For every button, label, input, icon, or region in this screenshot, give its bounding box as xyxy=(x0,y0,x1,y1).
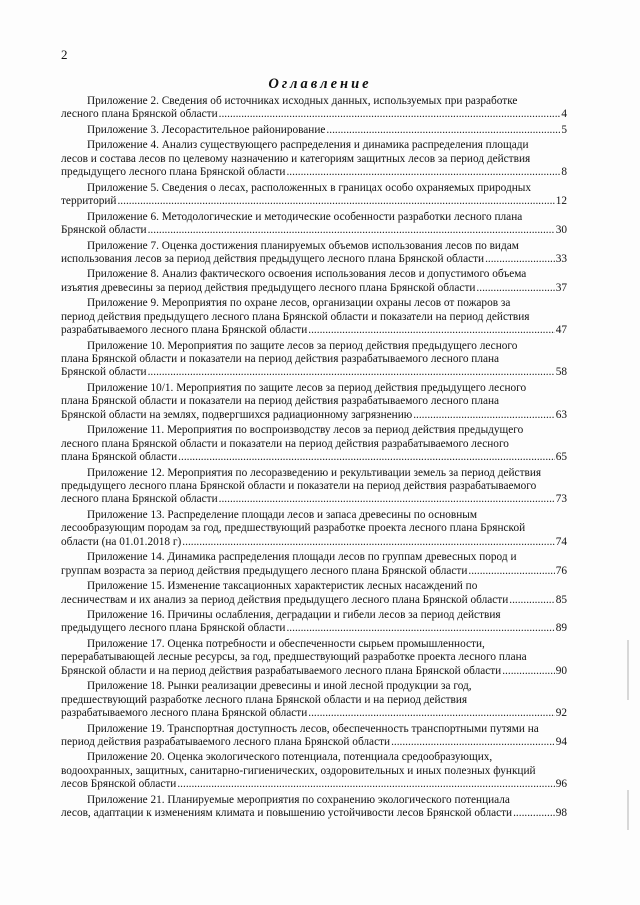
toc-entry[interactable] xyxy=(61,124,567,137)
scan-artifact xyxy=(627,640,629,700)
dot-leader xyxy=(509,594,554,607)
toc-entry-text: лесов и состава лесов по целевому назначению и категориям защитных лесов за период действия xyxy=(61,152,531,165)
toc-title: Оглавление xyxy=(268,76,372,92)
dot-leader xyxy=(117,195,554,208)
dot-leader xyxy=(502,665,554,678)
toc-page-number: 73 xyxy=(555,493,567,506)
toc-entry-text: Приложение 11. Мероприятия по воспроизводству лесов за период действия предыдущего xyxy=(87,424,524,437)
toc-entry-text: плана Брянской области xyxy=(61,451,178,464)
toc-entry[interactable] xyxy=(61,424,567,464)
toc-entry-text: Приложение 10/1. Мероприятия по защите лесов за период действия предыдущего лесного xyxy=(87,381,527,394)
toc-entry-text: предыдущего лесного плана Брянской области xyxy=(61,622,286,635)
toc-page-number: 98 xyxy=(555,807,567,820)
toc-entry-text: Приложение 9. Мероприятия по охране лесов, организации охраны лесов от пожаров за xyxy=(87,297,511,310)
toc-page-number: 37 xyxy=(555,281,567,294)
toc-entry-text: Приложение 5. Сведения о лесах, расположенных в границах особо охраняемых природных xyxy=(87,181,531,194)
toc-entry-text: Приложение 8. Анализ фактического освоения использования лесов и допустимого объема xyxy=(87,268,527,281)
dot-leader xyxy=(308,707,554,720)
toc-page-number: 30 xyxy=(555,224,567,237)
toc-entry-text: Приложение 4. Анализ существующего распределения и динамика распределения площади xyxy=(87,139,529,152)
dot-leader xyxy=(308,324,554,337)
toc-entry-text: Приложение 13. Распределение площади лесов и запаса древесины по основным xyxy=(87,508,478,521)
toc-entry-text: Приложение 21. Планируемые мероприятия по сохранению экологического потенциала xyxy=(87,793,510,806)
toc-entry-text: изъятия древесины за период действия предыдущего лесного плана Брянской области xyxy=(61,281,476,294)
dot-leader xyxy=(148,366,555,379)
toc-entry-text: лесообразующим породам за год, предшествующий разработке проекта лесного плана Брянской xyxy=(61,522,526,535)
toc-entry-text: период действия предыдущего лесного плана Брянской области и показатели на период действия xyxy=(61,310,530,323)
toc-entry-text: Приложение 14. Динамика распределения площади лесов по группам древесных пород и xyxy=(87,551,517,564)
toc-page-number: 85 xyxy=(555,593,567,606)
toc-entry[interactable] xyxy=(61,382,567,422)
toc-entry[interactable] xyxy=(61,580,567,607)
toc-entry[interactable] xyxy=(61,268,567,295)
dot-leader xyxy=(182,536,554,549)
toc-entry-text: Приложение 19. Транспортная доступность лесов, обеспеченность транспортными путями на xyxy=(87,722,539,735)
toc-page-number: 8 xyxy=(561,166,567,179)
toc-entry-text: предшествующий разработке лесного плана Брянской области и на период действия xyxy=(61,693,468,706)
dot-leader xyxy=(468,565,554,578)
dot-leader xyxy=(286,166,560,179)
toc-entry-text: Брянской области на землях, подвергшихся радиационному загрязнению xyxy=(61,408,413,421)
table-of-contents xyxy=(61,95,567,823)
toc-entry[interactable] xyxy=(61,182,567,209)
toc-entry-text: водоохранных, защитных, санитарно-гигиенических, оздоровительных и иных полезных функций xyxy=(61,764,536,777)
toc-entry[interactable] xyxy=(61,95,567,122)
toc-entry-text: области (на 01.01.2018 г) xyxy=(61,535,182,548)
toc-page-number: 94 xyxy=(555,735,567,748)
toc-entry-text: перерабатывающей лесные ресурсы, за год, предшествующий разработке проекта лесного плана xyxy=(61,651,527,664)
toc-entry[interactable] xyxy=(61,340,567,380)
page-number: 2 xyxy=(61,47,68,62)
toc-entry-text: Приложение 2. Сведения об источниках исходных данных, используемых при разработке xyxy=(87,95,518,107)
toc-entry-text: плана Брянской области и показатели на период действия разрабатываемого лесного плана xyxy=(61,395,500,408)
toc-page-number: 12 xyxy=(555,195,567,208)
dot-leader xyxy=(413,409,555,422)
scan-artifact xyxy=(627,790,629,830)
toc-page-number: 58 xyxy=(555,366,567,379)
dot-leader xyxy=(219,493,555,506)
toc-page-number: 74 xyxy=(555,535,567,548)
toc-entry-text: территорий xyxy=(61,195,117,208)
toc-entry[interactable] xyxy=(61,680,567,720)
toc-entry-text: лесного плана Брянской области xyxy=(61,493,218,506)
dot-leader xyxy=(148,224,555,237)
toc-entry-text: лесов Брянской области xyxy=(61,778,177,791)
toc-page-number: 63 xyxy=(555,408,567,421)
toc-page-number: 33 xyxy=(555,252,567,265)
toc-entry-text: Приложение 12. Мероприятия по лесоразведению и рекультивации земель за период действия xyxy=(87,466,542,479)
dot-leader xyxy=(476,282,554,295)
toc-page-number: 4 xyxy=(561,108,567,121)
toc-entry[interactable] xyxy=(61,794,567,821)
dot-leader xyxy=(178,451,555,464)
toc-page-number: 47 xyxy=(555,324,567,337)
toc-entry[interactable] xyxy=(61,551,567,578)
toc-entry-text: предыдущего лесного плана Брянской области xyxy=(61,166,286,179)
toc-entry-text: лесного плана Брянской области xyxy=(61,108,218,121)
toc-entry-text: использования лесов за период действия предыдущего лесного плана Брянской области xyxy=(61,252,485,265)
toc-entry-text: Брянской области xyxy=(61,224,147,237)
toc-entry[interactable] xyxy=(61,211,567,238)
toc-entry-text: предыдущего лесного плана Брянской области и показатели на период действия разрабатываемого xyxy=(61,480,537,492)
toc-entry[interactable] xyxy=(61,751,567,791)
dot-leader xyxy=(177,778,554,791)
toc-page-number: 89 xyxy=(555,622,567,635)
dot-leader xyxy=(286,622,554,635)
toc-entry[interactable] xyxy=(61,240,567,267)
toc-entry-text: Брянской области и на период действия разрабатываемого лесного плана Брянской области xyxy=(61,664,502,677)
toc-page-number: 65 xyxy=(555,451,567,464)
toc-entry-text: Приложение 18. Рынки реализации древесины и иной лесной продукции за год, xyxy=(87,680,472,693)
toc-entry-text: группам возраста за период действия предыдущего лесного плана Брянской области xyxy=(61,564,468,577)
toc-entry[interactable] xyxy=(61,509,567,549)
toc-entry[interactable] xyxy=(61,638,567,678)
toc-entry-text: Приложение 10. Мероприятия по защите лесов за период действия предыдущего лесного xyxy=(87,339,518,352)
toc-entry[interactable] xyxy=(61,723,567,750)
toc-entry-text: Приложение 16. Причины ослабления, деградации и гибели лесов за период действия xyxy=(87,609,501,622)
toc-entry-text: период действия разрабатываемого лесного плана Брянской области xyxy=(61,735,391,748)
toc-entry-text: разрабатываемого лесного плана Брянской области xyxy=(61,707,308,720)
toc-entry-text: разрабатываемого лесного плана Брянской области xyxy=(61,324,308,337)
dot-leader xyxy=(219,108,561,121)
dot-leader xyxy=(485,253,555,266)
toc-entry-text: Приложение 6. Методологические и методические особенности разработки лесного плана xyxy=(87,210,523,223)
toc-page-number: 90 xyxy=(555,664,567,677)
dot-leader xyxy=(326,124,560,137)
toc-entry-text: Приложение 20. Оценка экологического потенциала, потенциала средообразующих, xyxy=(87,751,493,764)
dot-leader xyxy=(513,807,555,820)
dot-leader xyxy=(391,736,555,749)
toc-entry-text: лесного плана Брянской области и показатели на период действия разрабатываемого лесного xyxy=(61,437,509,450)
toc-entry[interactable] xyxy=(61,609,567,636)
toc-page-number: 5 xyxy=(561,123,567,136)
toc-entry-text: Приложение 15. Изменение таксационных характеристик лесных насаждений по xyxy=(87,580,478,593)
toc-entry-text: Приложение 3. Лесорастительное районирование xyxy=(87,123,326,136)
toc-entry-text: Приложение 17. Оценка потребности и обеспеченности сырьем промышленности, xyxy=(87,637,485,650)
toc-entry[interactable] xyxy=(61,139,567,179)
toc-page-number: 76 xyxy=(555,564,567,577)
toc-entry-text: Приложение 7. Оценка достижения планируемых объемов использования лесов по видам xyxy=(87,239,519,252)
toc-entry-text: лесничествам и их анализ за период действия предыдущего лесного плана Брянской области xyxy=(61,593,509,606)
toc-page-number: 92 xyxy=(555,707,567,720)
toc-entry-text: лесов, адаптации к изменениям климата и повышению устойчивости лесов Брянской области xyxy=(61,807,513,820)
toc-entry[interactable] xyxy=(61,467,567,507)
toc-entry-text: плана Брянской области и показатели на период действия разрабатываемого лесного плана xyxy=(61,353,500,366)
toc-entry[interactable] xyxy=(61,297,567,337)
toc-page-number: 96 xyxy=(555,778,567,791)
toc-entry-text: Брянской области xyxy=(61,366,147,379)
